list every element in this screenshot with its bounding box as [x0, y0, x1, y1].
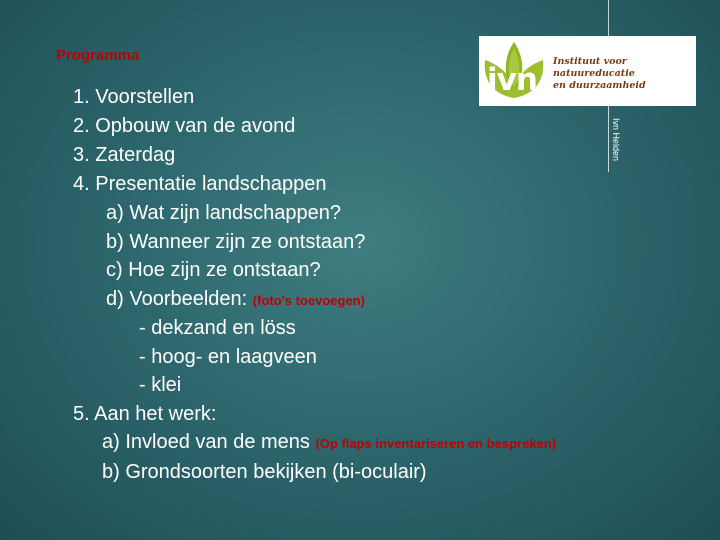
agenda-note: (Op flaps inventariseren en bespreken) — [315, 436, 557, 451]
agenda-subitem: a) Wat zijn landschappen? — [106, 202, 341, 224]
agenda-item: 5. Aan het werk: — [73, 403, 217, 425]
agenda-subitem: b) Grondsoorten bekijken (bi-oculair) — [102, 461, 427, 483]
vertical-footer-label: Ivn Helden — [611, 118, 621, 162]
agenda-item: 3. Zaterdag — [73, 144, 176, 166]
logo-wordmark: ivn — [487, 62, 537, 98]
agenda-subitem — [102, 430, 556, 456]
agenda-subitem-text: a) Invloed van de mens — [102, 431, 310, 453]
logo-tagline-line: en duurzaamheid — [553, 80, 646, 91]
agenda-item: 1. Voorstellen — [73, 86, 195, 108]
agenda-note: (foto's toevoegen) — [252, 293, 365, 308]
agenda-subitem-text: d) Voorbeelden: — [106, 288, 248, 310]
agenda-item: 2. Opbouw van de avond — [73, 115, 296, 137]
logo-tagline-line: Instituut voor natuureducatie — [553, 56, 635, 79]
agenda-item: 4. Presentatie landschappen — [73, 173, 327, 195]
agenda-subsubitem: - hoog- en laagveen — [139, 346, 317, 368]
slide-title: Programma — [56, 47, 140, 64]
agenda-subsubitem: - dekzand en löss — [139, 317, 296, 339]
agenda-subitem — [106, 287, 365, 313]
agenda-subitem: b) Wanneer zijn ze ontstaan? — [106, 231, 366, 253]
agenda-subitem: c) Hoe zijn ze ontstaan? — [106, 259, 321, 281]
agenda-subsubitem: - klei — [139, 374, 182, 396]
